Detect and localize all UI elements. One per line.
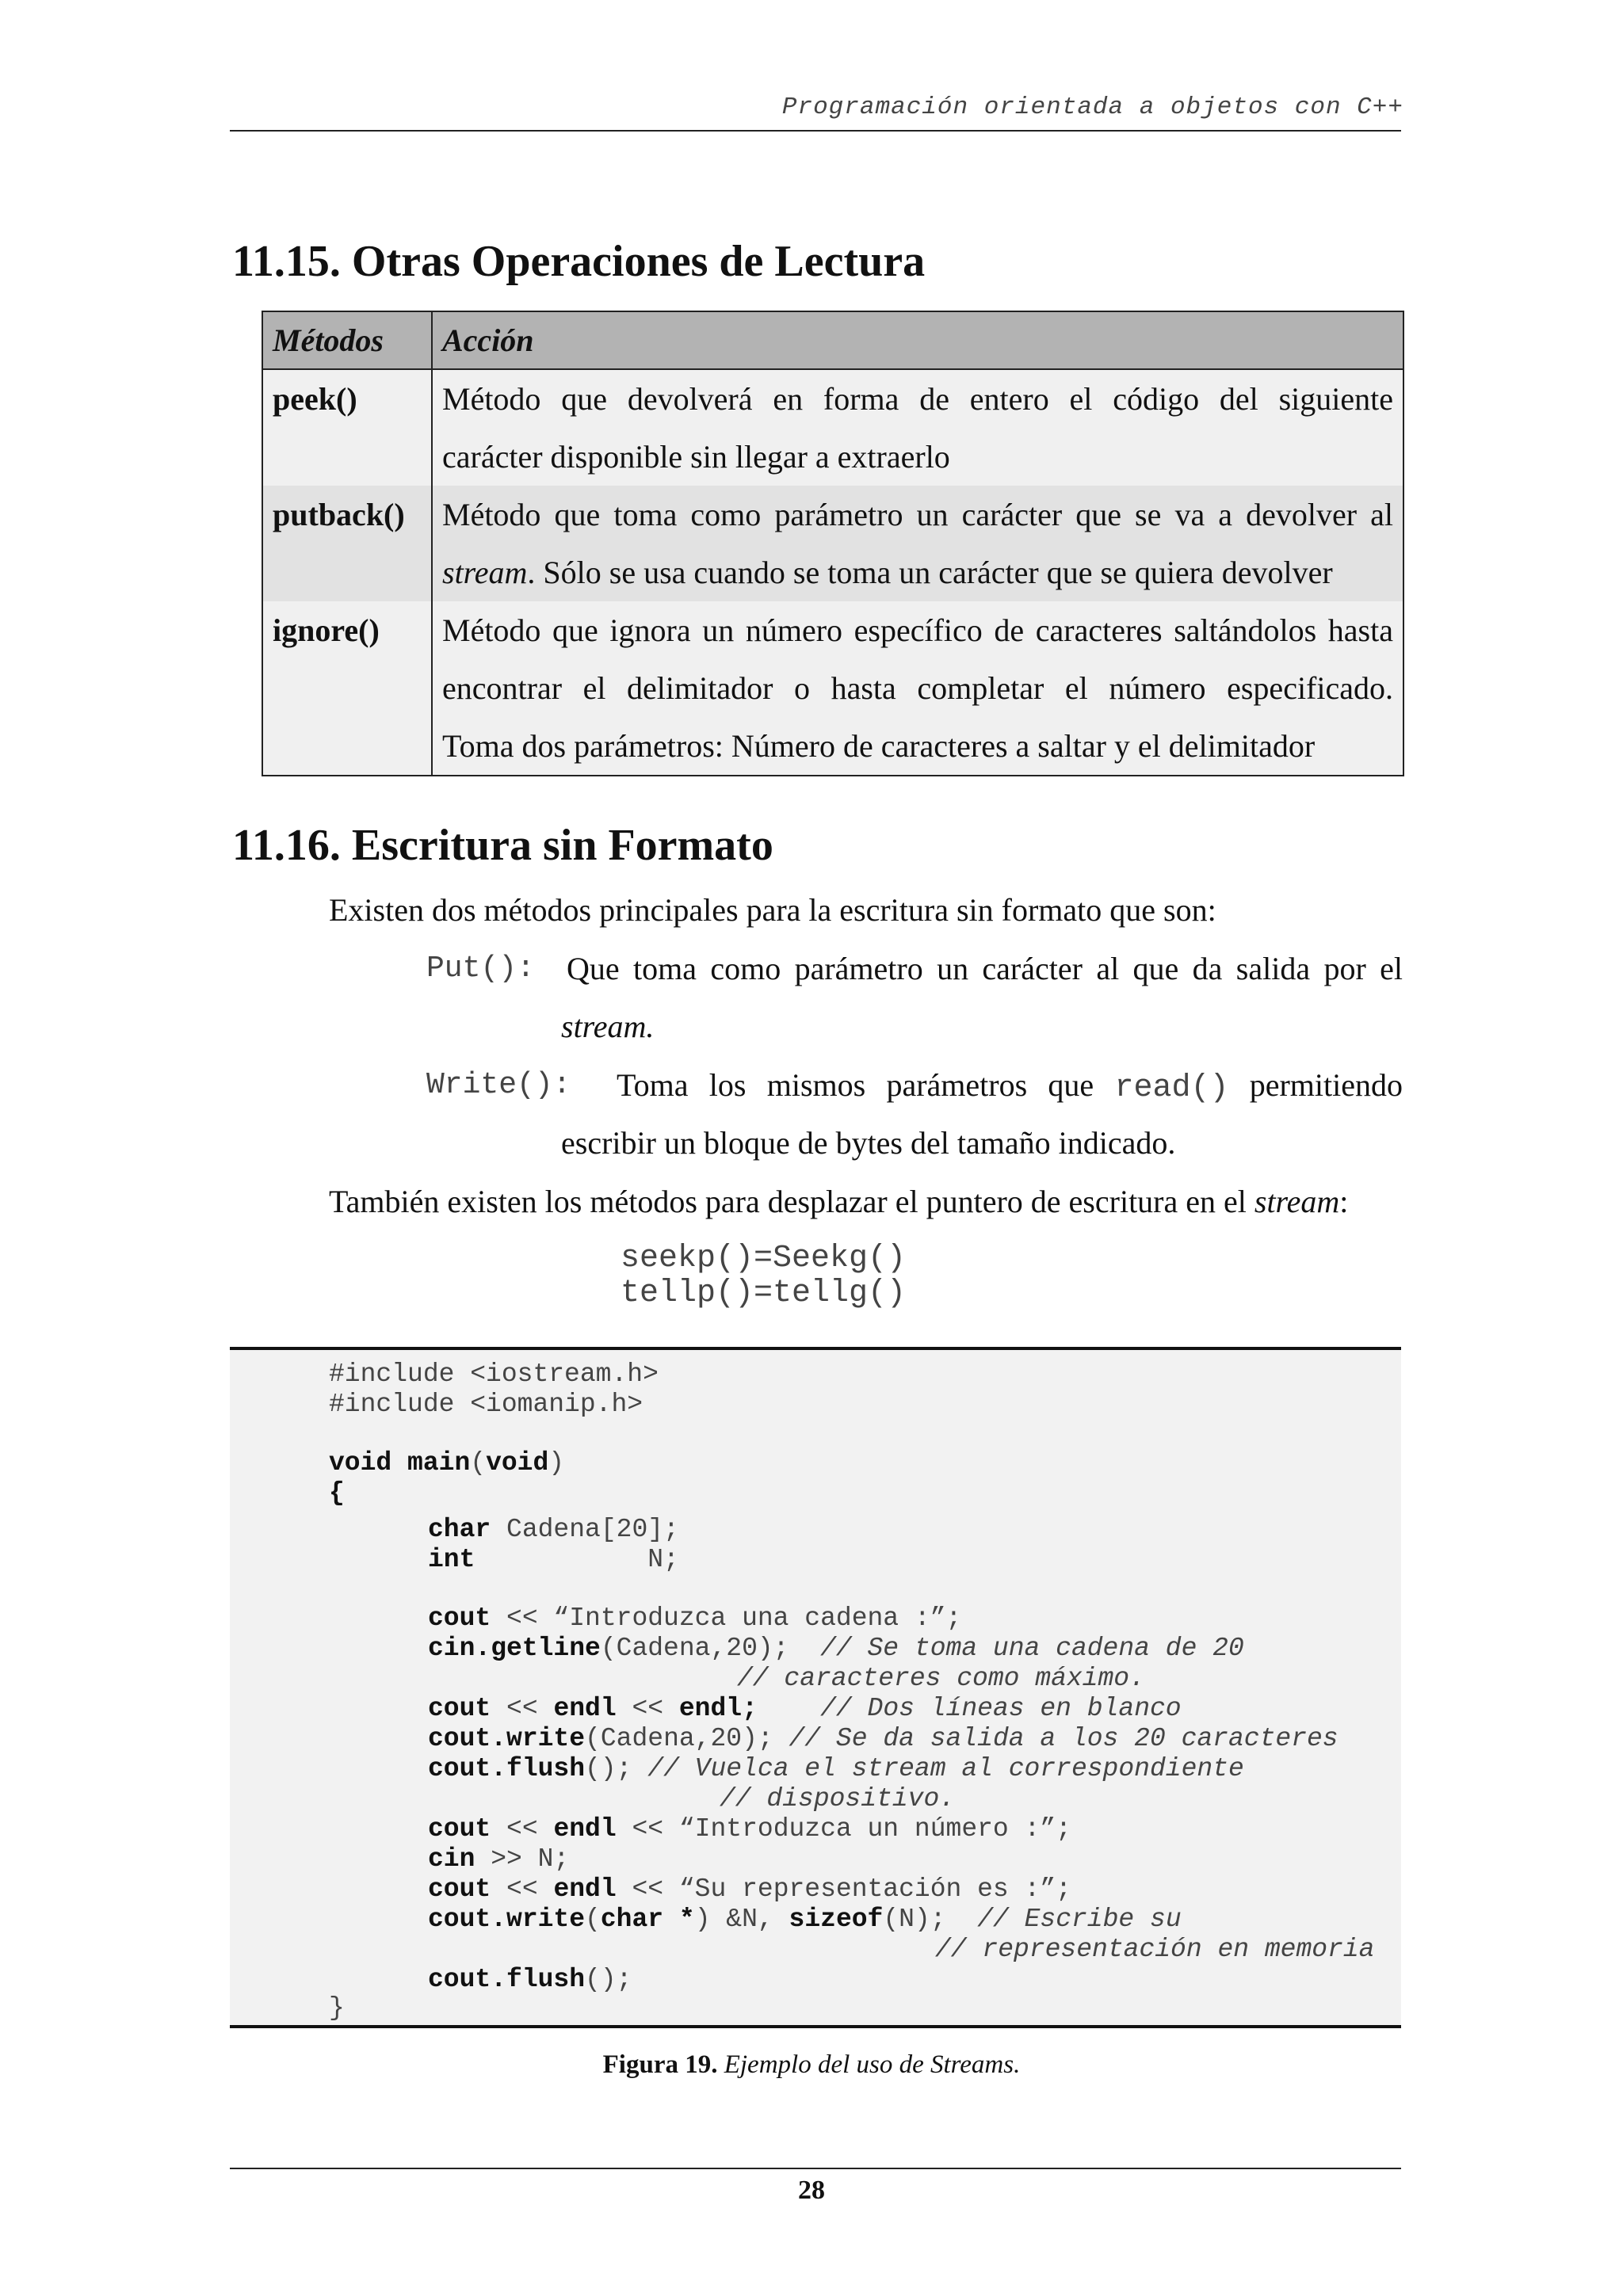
table-row [262,601,1403,776]
inline-code: read() [1114,1070,1229,1106]
keyword: cout [428,1694,491,1723]
description-line: Toma dos parámetros: Número de caracteres a saltar y el delimitador [442,728,1316,764]
code-text: N; [475,1545,679,1574]
code-line [428,1545,679,1575]
code-comment: // Se toma una cadena de 20 [820,1634,1244,1663]
keyword: cin.getline [428,1634,601,1663]
description-line: encontrar el delimitador o hasta completar el número especificado. [442,670,1393,706]
code-text: << “Su representación es :”; [616,1875,1071,1904]
code-line [329,1478,345,1508]
definition-text-part: Toma los mismos parámetros que [617,1067,1115,1103]
column-header-action: Acción [432,311,1403,369]
column-header-methods: Métodos [262,311,432,369]
figure-caption [0,2050,1623,2080]
page-number: 28 [798,2176,825,2205]
code-text: #include <iomanip.h> [329,1390,643,1419]
code-text: << [616,1694,679,1723]
paragraph-seek [329,1173,1348,1230]
code-text: ( [470,1448,487,1478]
keyword: cout.write [428,1905,586,1934]
code-text: (Cadena,20); [585,1724,789,1753]
code-line [428,1814,1071,1844]
keyword: void [486,1448,549,1478]
description-line: carácter disponible sin llegar a extraerlo [442,439,950,475]
code-line [720,1784,955,1814]
description-line: Método que devolverá en forma de entero el código del siguiente [442,381,1393,417]
keyword: cout [428,1814,491,1844]
keyword: void [329,1448,392,1478]
footer-rule [230,2168,1401,2169]
code-line [428,1604,961,1634]
code-comment: // representación en memoria [935,1935,1375,1964]
code-text: << [491,1814,554,1844]
definition-write [426,1056,1403,1172]
code-line [935,1935,1375,1965]
keyword: endl [553,1814,617,1844]
code-text: (N); [883,1905,978,1934]
code-snippet-line: tellp()=tellg() [621,1276,907,1311]
code-comment: // Escribe su [977,1905,1182,1934]
definition-put [426,940,1403,1055]
method-name: ignore() [262,601,432,776]
keyword: int [428,1545,475,1574]
method-name: putback() [262,486,432,601]
code-listing [230,1347,1401,2028]
code-text: (); [585,1965,632,1994]
keyword: endl [553,1875,617,1904]
table-row [262,369,1403,486]
keyword: cout.flush [428,1965,586,1994]
code-text: ; [742,1694,758,1723]
method-name: peek() [262,369,432,486]
section-heading-11-15: 11.15. Otras Operaciones de Lectura [232,237,926,286]
definition-text-part: permitiendo [1228,1067,1403,1103]
code-line [428,1634,1244,1664]
code-line [428,1724,1338,1754]
paragraph-text: : [1339,1184,1349,1219]
definition-term: Write(): [426,1068,571,1102]
code-line [428,1844,569,1875]
caption-label: Figura 19. [602,2050,718,2079]
code-text: (); [585,1754,648,1783]
definition-text: stream. [561,1009,655,1044]
keyword: main [407,1448,471,1478]
code-text: << [491,1694,554,1723]
description-text: . Sólo se usa cuando se toma un carácter que se quiera devolver [527,555,1333,590]
intro-paragraph: Existen dos métodos principales para la escritura sin formato que son: [329,892,1216,928]
emphasis-stream: stream [1254,1184,1340,1219]
definition-text: Que toma como parámetro un carácter al que da salida por el [567,951,1403,986]
code-text: ) [694,1905,711,1934]
header-rule [230,130,1401,132]
method-description [432,601,1403,776]
section-heading-11-16: 11.16. Escritura sin Formato [232,821,773,870]
code-line [428,1905,1182,1935]
code-line [329,1390,643,1420]
description-line: Método que ignora un número específico de caracteres saltándolos hasta [442,612,1393,648]
code-snippet-line: seekp()=Seekg() [621,1241,907,1276]
table-row [262,486,1403,601]
keyword: sizeof [789,1905,884,1934]
emphasis-stream: stream [442,555,528,590]
code-text: << “Introduzca un número :”; [616,1814,1071,1844]
code-comment: // Dos líneas en blanco [820,1694,1182,1723]
code-text: >> N; [475,1844,570,1874]
code-text: << [491,1875,554,1904]
keyword: endl [553,1694,617,1723]
keyword: cout.flush [428,1754,586,1783]
code-text: ( [585,1905,601,1934]
method-description [432,486,1403,601]
code-text: ) [548,1448,565,1478]
method-description [432,369,1403,486]
code-line [428,1965,632,1995]
methods-table [262,311,1404,776]
definition-text [617,1056,1403,1117]
paragraph-text: También existen los métodos para desplazar el puntero de escritura en el [329,1184,1254,1219]
code-comment: // Se da salida a los 20 caracteres [789,1724,1338,1753]
running-header: Programación orientada a objetos con C++ [781,93,1403,121]
description-line [442,543,1393,601]
code-text: { [329,1478,345,1508]
definition-term: Put(): [426,952,535,986]
code-line [428,1875,1071,1905]
keyword: char [428,1515,491,1544]
code-text: Cadena[20]; [491,1515,679,1544]
code-text: << “Introduzca una cadena :”; [491,1604,962,1633]
description-line: Método que toma como parámetro un carácter que se va a devolver al [442,497,1393,532]
code-text: (Cadena,20); [600,1634,821,1663]
keyword: cout.write [428,1724,586,1753]
code-line [329,1993,345,2023]
code-comment: // Vuelca el stream al correspondiente [647,1754,1244,1783]
code-line [737,1664,1145,1694]
keyword: cin [428,1844,475,1874]
code-comment: // dispositivo. [720,1784,956,1814]
code-comment: // caracteres como máximo. [737,1664,1145,1693]
keyword: endl [678,1694,743,1723]
code-text: &N, [710,1905,789,1934]
definition-text: escribir un bloque de bytes del tamaño indicado. [561,1125,1176,1161]
table-header-row [262,311,1403,369]
code-line [329,1360,659,1390]
code-line [428,1515,679,1545]
code-line [329,1448,564,1478]
keyword: char * [600,1905,695,1934]
keyword: cout [428,1604,491,1633]
code-line [428,1694,1182,1724]
caption-text: Ejemplo del uso de Streams. [724,2050,1021,2079]
code-text: #include <iostream.h> [329,1360,659,1389]
keyword: cout [428,1875,491,1904]
code-text: } [329,1993,345,2023]
code-line [428,1754,1244,1784]
